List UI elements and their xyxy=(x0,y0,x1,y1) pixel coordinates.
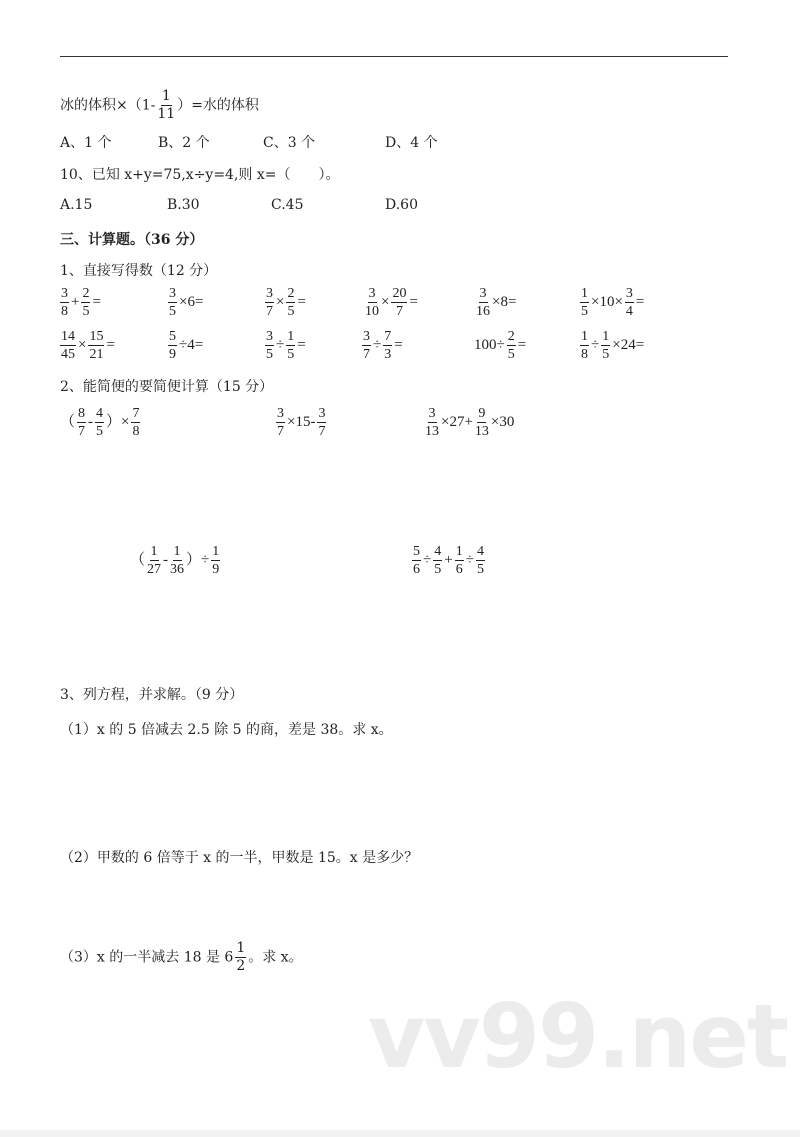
numerator: 7 xyxy=(384,329,392,344)
numerator: 1 xyxy=(581,286,588,301)
header-rule xyxy=(60,56,728,57)
fraction xyxy=(365,285,379,320)
expr-text: （3）x 的一半减去 18 是 6 xyxy=(60,949,234,966)
expr-text: ×10× xyxy=(591,293,623,310)
expr-text: = xyxy=(92,293,101,310)
fraction xyxy=(81,285,90,320)
fraction xyxy=(276,405,285,440)
numerator: 1 xyxy=(173,544,181,559)
fraction xyxy=(433,543,442,578)
numerator: 7 xyxy=(132,406,140,421)
fraction xyxy=(131,405,140,440)
denominator: 5 xyxy=(581,304,588,319)
expr-text: ÷ xyxy=(276,336,285,353)
expr-text: = xyxy=(517,336,527,353)
equation-1: （1）x 的 5 倍减去 2.5 除 5 的商，差是 38。求 x。 xyxy=(60,722,393,738)
denominator: 9 xyxy=(169,347,176,362)
numerator: 9 xyxy=(478,406,486,421)
denominator: 7 xyxy=(395,304,403,319)
expr-text: ÷ xyxy=(423,551,432,568)
expr-text: = xyxy=(297,336,306,353)
direct-item xyxy=(58,328,115,363)
direct-item xyxy=(360,328,403,363)
fraction xyxy=(475,405,489,440)
denominator: 27 xyxy=(147,562,162,577)
watermark: vv99.net xyxy=(368,985,788,1088)
direct-item xyxy=(58,285,101,320)
denominator: 7 xyxy=(318,424,326,439)
q9-option-d: D、4 个 xyxy=(385,135,438,151)
numerator: 3 xyxy=(169,286,176,301)
expr-text: × xyxy=(381,293,390,310)
numerator: 3 xyxy=(368,286,376,301)
q9-option-a: A、1 个 xyxy=(60,135,112,151)
numerator: 3 xyxy=(266,329,273,344)
denominator: 5 xyxy=(434,562,442,577)
fraction xyxy=(95,405,104,440)
fraction xyxy=(77,405,86,440)
fraction xyxy=(170,543,184,578)
direct-item xyxy=(263,328,306,363)
expr-text: ×24= xyxy=(612,336,645,353)
part3-heading: 3、列方程，并求解。（9 分） xyxy=(60,687,244,703)
fraction xyxy=(147,543,161,578)
expr-text: × xyxy=(78,336,87,353)
numerator: 1 xyxy=(287,329,295,344)
denominator: 7 xyxy=(266,304,273,319)
fraction xyxy=(157,88,175,123)
denominator: 7 xyxy=(363,347,370,362)
denominator: 5 xyxy=(476,562,484,577)
simplify-item xyxy=(60,405,142,440)
numerator: 4 xyxy=(96,406,104,421)
fraction xyxy=(425,405,439,440)
fraction xyxy=(455,543,464,578)
numerator: 2 xyxy=(287,286,295,301)
numerator: 2 xyxy=(82,286,90,301)
expr-text: ÷ xyxy=(591,336,600,353)
simplify-item xyxy=(274,405,328,440)
direct-item xyxy=(166,328,203,363)
denominator: 7 xyxy=(78,424,86,439)
numerator: 3 xyxy=(266,286,273,301)
numerator: 3 xyxy=(428,406,436,421)
expr-text: 。求 x。 xyxy=(248,949,303,966)
fraction xyxy=(383,328,392,363)
denominator: 5 xyxy=(96,424,104,439)
part1-heading: 1、直接写得数（12 分） xyxy=(60,263,218,279)
expr-text: （ xyxy=(130,551,146,568)
equation-3 xyxy=(60,940,303,975)
numerator: 1 xyxy=(150,544,158,559)
expr-text: ×27+ xyxy=(441,413,473,430)
denominator: 8 xyxy=(581,347,588,362)
expr-text: ÷ xyxy=(373,336,382,353)
denominator: 5 xyxy=(82,304,90,319)
expr-text: （ xyxy=(60,413,76,430)
numerator: 20 xyxy=(392,286,407,301)
denominator: 5 xyxy=(287,304,295,319)
denominator: 5 xyxy=(287,347,295,362)
fraction xyxy=(580,328,589,363)
denominator: 4 xyxy=(625,304,633,319)
numerator: 5 xyxy=(413,544,420,559)
denominator: 13 xyxy=(425,424,439,439)
denominator: 45 xyxy=(61,347,75,362)
expr-text: = xyxy=(106,336,115,353)
numerator: 1 xyxy=(161,88,171,104)
denominator: 11 xyxy=(157,106,176,122)
numerator: 3 xyxy=(363,329,370,344)
expr-text: ×30 xyxy=(490,413,515,430)
equation-2: （2）甲数的 6 倍等于 x 的一半，甲数是 15。x 是多少？ xyxy=(60,850,419,866)
denominator: 6 xyxy=(413,562,420,577)
denominator: 21 xyxy=(89,347,104,362)
denominator: 5 xyxy=(507,347,515,362)
fraction xyxy=(412,543,421,578)
expr-text: + xyxy=(444,551,453,568)
q10-option-b: B.30 xyxy=(167,197,200,213)
numerator: 1 xyxy=(581,329,588,344)
denominator: 8 xyxy=(61,304,68,319)
q10-option-c: C.45 xyxy=(271,197,304,213)
denominator: 5 xyxy=(602,347,610,362)
expr-text: ）× xyxy=(106,413,130,430)
direct-item xyxy=(474,328,526,363)
numerator: 15 xyxy=(89,329,104,344)
simplify-item xyxy=(130,543,222,578)
fraction xyxy=(265,328,274,363)
fraction xyxy=(476,285,490,320)
fraction xyxy=(60,328,76,363)
fraction xyxy=(168,285,177,320)
denominator: 10 xyxy=(365,304,379,319)
denominator: 16 xyxy=(476,304,490,319)
expr-text: = xyxy=(635,293,645,310)
fraction xyxy=(580,285,589,320)
expr-text: = xyxy=(297,293,306,310)
direct-item xyxy=(363,285,418,320)
expr-text: ×8= xyxy=(492,293,517,310)
fraction xyxy=(286,328,295,363)
direct-item xyxy=(263,285,306,320)
q10-option-d: D.60 xyxy=(385,197,418,213)
fraction xyxy=(476,543,485,578)
fraction xyxy=(625,285,634,320)
q9-formula xyxy=(60,88,259,123)
simplify-item xyxy=(410,543,487,578)
fraction xyxy=(391,285,407,320)
denominator: 6 xyxy=(455,562,463,577)
fraction xyxy=(317,405,326,440)
fraction xyxy=(60,285,69,320)
expr-text: ×6= xyxy=(179,293,204,310)
fraction xyxy=(211,543,220,578)
expr-text: ×15- xyxy=(287,413,316,430)
denominator: 5 xyxy=(169,304,176,319)
denominator: 8 xyxy=(132,424,140,439)
denominator: 3 xyxy=(384,347,392,362)
numerator: 5 xyxy=(169,329,176,344)
fraction xyxy=(88,328,104,363)
fraction xyxy=(362,328,371,363)
denominator: 36 xyxy=(170,562,185,577)
direct-item xyxy=(166,285,203,320)
q9-option-c: C、3 个 xyxy=(263,135,316,151)
fraction xyxy=(286,285,295,320)
q9-suffix: ）=水的体积 xyxy=(177,97,259,114)
fraction xyxy=(168,328,177,363)
numerator: 4 xyxy=(476,544,484,559)
expr-text: - xyxy=(88,413,94,430)
denominator: 9 xyxy=(212,562,220,577)
denominator: 2 xyxy=(236,958,246,974)
numerator: 1 xyxy=(602,329,610,344)
section-heading: 三、计算题。（36 分） xyxy=(60,232,204,248)
expr-text: 100÷ xyxy=(474,336,505,353)
numerator: 3 xyxy=(479,286,487,301)
direct-item xyxy=(578,328,644,363)
expr-text: × xyxy=(276,293,285,310)
q9-option-b: B、2 个 xyxy=(158,135,210,151)
denominator: 13 xyxy=(474,424,489,439)
simplify-item xyxy=(423,405,514,440)
direct-item xyxy=(474,285,516,320)
expr-text: - xyxy=(163,551,169,568)
fraction xyxy=(601,328,610,363)
numerator: 2 xyxy=(507,329,515,344)
q9-prefix: 冰的体积×（1- xyxy=(60,97,156,114)
q10-option-a: A.15 xyxy=(60,197,93,213)
numerator: 8 xyxy=(78,406,86,421)
expr-text: = xyxy=(394,336,403,353)
page-bottom-edge xyxy=(0,1130,800,1137)
fraction xyxy=(507,328,516,363)
numerator: 3 xyxy=(625,286,633,301)
numerator: 1 xyxy=(455,544,463,559)
numerator: 3 xyxy=(277,406,284,421)
denominator: 5 xyxy=(266,347,273,362)
fraction xyxy=(235,940,246,975)
numerator: 4 xyxy=(434,544,442,559)
numerator: 3 xyxy=(61,286,68,301)
direct-item xyxy=(578,285,644,320)
numerator: 3 xyxy=(318,406,326,421)
expr-text: ÷ xyxy=(465,551,474,568)
q10-question: 10、已知 x+y=75,x÷y=4,则 x=（ ）。 xyxy=(60,167,340,183)
expr-text: + xyxy=(71,293,80,310)
part2-heading: 2、能简便的要简便计算（15 分） xyxy=(60,379,274,395)
numerator: 1 xyxy=(236,940,246,956)
expr-text: = xyxy=(409,293,418,310)
numerator: 14 xyxy=(61,329,75,344)
denominator: 7 xyxy=(277,424,284,439)
fraction xyxy=(265,285,274,320)
numerator: 1 xyxy=(212,544,220,559)
expr-text: ÷4= xyxy=(179,336,204,353)
expr-text: ）÷ xyxy=(186,551,210,568)
